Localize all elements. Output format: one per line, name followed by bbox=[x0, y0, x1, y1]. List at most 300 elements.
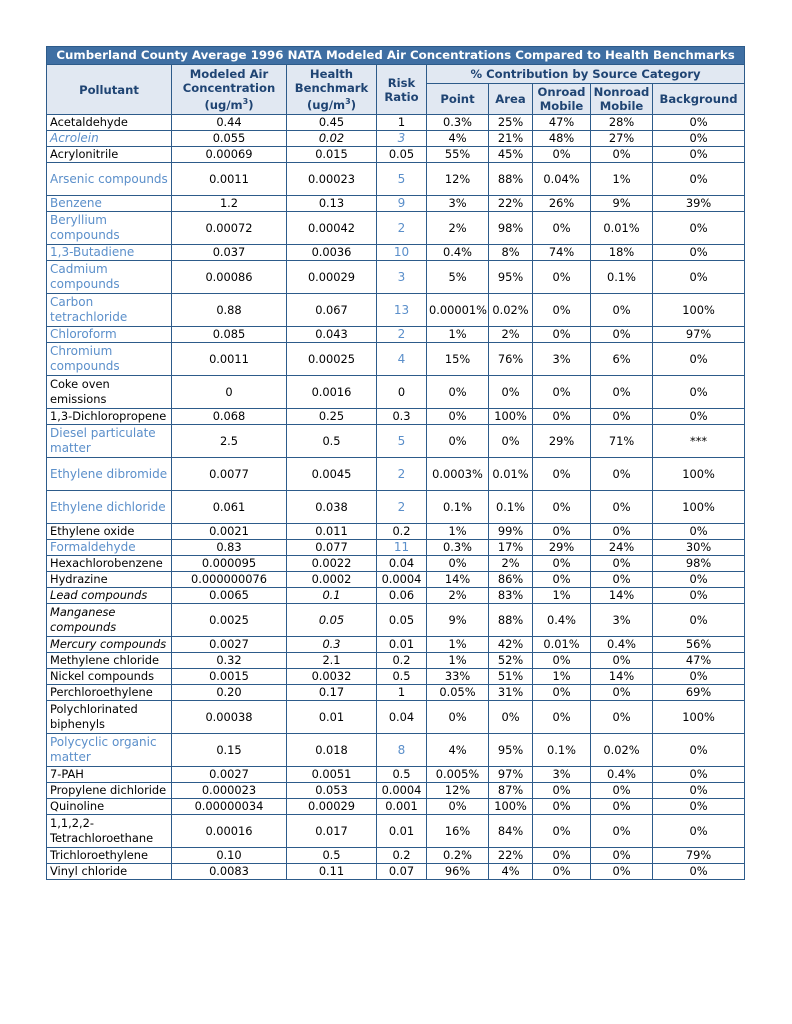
risk-ratio: 2 bbox=[377, 327, 427, 343]
background-percent: 0% bbox=[653, 245, 745, 261]
onroad-percent: 0% bbox=[533, 147, 591, 163]
area-percent: 42% bbox=[489, 637, 533, 653]
modeled-concentration: 0.055 bbox=[172, 131, 287, 147]
modeled-concentration: 0.20 bbox=[172, 685, 287, 701]
health-benchmark: 0.25 bbox=[287, 409, 377, 425]
point-percent: 0.3% bbox=[427, 115, 489, 131]
point-percent: 55% bbox=[427, 147, 489, 163]
pollutant-name: Arsenic compounds bbox=[47, 163, 172, 196]
nonroad-percent: 0% bbox=[591, 653, 653, 669]
header-modeled-concentration bbox=[172, 65, 287, 115]
pollutant-name: Chromium compounds bbox=[47, 343, 172, 376]
area-percent: 0% bbox=[489, 425, 533, 458]
table-row bbox=[47, 588, 745, 604]
risk-ratio: 1 bbox=[377, 685, 427, 701]
background-percent: 100% bbox=[653, 458, 745, 491]
risk-ratio: 3 bbox=[377, 131, 427, 147]
pollutant-name: Beryllium compounds bbox=[47, 212, 172, 245]
onroad-percent: 1% bbox=[533, 669, 591, 685]
area-percent: 0.01% bbox=[489, 458, 533, 491]
risk-ratio: 0 bbox=[377, 376, 427, 409]
health-benchmark: 0.0051 bbox=[287, 767, 377, 783]
modeled-concentration: 0.0027 bbox=[172, 767, 287, 783]
area-percent: 86% bbox=[489, 572, 533, 588]
header-benchmark-tail: ) bbox=[350, 97, 357, 112]
health-benchmark: 0.018 bbox=[287, 734, 377, 767]
modeled-concentration: 0 bbox=[172, 376, 287, 409]
nonroad-percent: 0% bbox=[591, 799, 653, 815]
modeled-concentration: 2.5 bbox=[172, 425, 287, 458]
table-row bbox=[47, 425, 745, 458]
background-percent: 100% bbox=[653, 701, 745, 734]
point-percent: 0% bbox=[427, 409, 489, 425]
table-row bbox=[47, 458, 745, 491]
nonroad-percent: 0% bbox=[591, 376, 653, 409]
modeled-concentration: 0.037 bbox=[172, 245, 287, 261]
nata-concentration-table bbox=[46, 46, 745, 880]
pollutant-name: 1,3-Dichloropropene bbox=[47, 409, 172, 425]
point-percent: 0% bbox=[427, 799, 489, 815]
area-percent: 21% bbox=[489, 131, 533, 147]
risk-ratio: 5 bbox=[377, 425, 427, 458]
modeled-concentration: 0.0083 bbox=[172, 864, 287, 880]
point-percent: 0% bbox=[427, 701, 489, 734]
nonroad-percent: 0% bbox=[591, 572, 653, 588]
table-row bbox=[47, 245, 745, 261]
health-benchmark: 0.5 bbox=[287, 848, 377, 864]
risk-ratio: 11 bbox=[377, 540, 427, 556]
risk-ratio: 3 bbox=[377, 261, 427, 294]
area-percent: 88% bbox=[489, 163, 533, 196]
table-row bbox=[47, 815, 745, 848]
health-benchmark: 0.02 bbox=[287, 131, 377, 147]
area-percent: 52% bbox=[489, 653, 533, 669]
nonroad-percent: 0% bbox=[591, 701, 653, 734]
modeled-concentration: 0.0065 bbox=[172, 588, 287, 604]
background-percent: 0% bbox=[653, 767, 745, 783]
nonroad-percent: 0% bbox=[591, 458, 653, 491]
onroad-percent: 0% bbox=[533, 685, 591, 701]
risk-ratio: 0.2 bbox=[377, 848, 427, 864]
background-percent: 0% bbox=[653, 115, 745, 131]
point-percent: 1% bbox=[427, 524, 489, 540]
table-row bbox=[47, 848, 745, 864]
health-benchmark: 0.0045 bbox=[287, 458, 377, 491]
point-percent: 12% bbox=[427, 163, 489, 196]
pollutant-name: Ethylene dibromide bbox=[47, 458, 172, 491]
nonroad-percent: 14% bbox=[591, 669, 653, 685]
table-row bbox=[47, 783, 745, 799]
point-percent: 0.4% bbox=[427, 245, 489, 261]
risk-ratio: 2 bbox=[377, 212, 427, 245]
pollutant-name: Diesel particulate matter bbox=[47, 425, 172, 458]
background-percent: 0% bbox=[653, 409, 745, 425]
point-percent: 14% bbox=[427, 572, 489, 588]
modeled-concentration: 0.10 bbox=[172, 848, 287, 864]
point-percent: 0.05% bbox=[427, 685, 489, 701]
risk-ratio: 0.5 bbox=[377, 767, 427, 783]
nonroad-percent: 3% bbox=[591, 604, 653, 637]
header-point: Point bbox=[427, 84, 489, 115]
nonroad-percent: 0% bbox=[591, 848, 653, 864]
nonroad-percent: 0.01% bbox=[591, 212, 653, 245]
pollutant-name: 1,3-Butadiene bbox=[47, 245, 172, 261]
onroad-percent: 0% bbox=[533, 701, 591, 734]
onroad-percent: 0% bbox=[533, 261, 591, 294]
background-percent: 79% bbox=[653, 848, 745, 864]
header-modeled-tail: ) bbox=[248, 97, 254, 112]
pollutant-name: Cadmium compounds bbox=[47, 261, 172, 294]
risk-ratio: 13 bbox=[377, 294, 427, 327]
onroad-percent: 0% bbox=[533, 524, 591, 540]
point-percent: 2% bbox=[427, 212, 489, 245]
area-percent: 2% bbox=[489, 556, 533, 572]
background-percent: 0% bbox=[653, 524, 745, 540]
onroad-percent: 0% bbox=[533, 294, 591, 327]
header-benchmark-cube: 3 bbox=[345, 97, 351, 107]
risk-ratio: 0.0004 bbox=[377, 572, 427, 588]
table-row bbox=[47, 604, 745, 637]
pollutant-name: Chloroform bbox=[47, 327, 172, 343]
background-percent: 0% bbox=[653, 147, 745, 163]
onroad-percent: 0% bbox=[533, 653, 591, 669]
table-row bbox=[47, 572, 745, 588]
background-percent: 39% bbox=[653, 196, 745, 212]
area-percent: 88% bbox=[489, 604, 533, 637]
health-benchmark: 0.01 bbox=[287, 701, 377, 734]
point-percent: 0% bbox=[427, 376, 489, 409]
health-benchmark: 0.053 bbox=[287, 783, 377, 799]
area-percent: 31% bbox=[489, 685, 533, 701]
area-percent: 51% bbox=[489, 669, 533, 685]
nonroad-percent: 28% bbox=[591, 115, 653, 131]
pollutant-name: Formaldehyde bbox=[47, 540, 172, 556]
point-percent: 0.3% bbox=[427, 540, 489, 556]
risk-ratio: 0.04 bbox=[377, 556, 427, 572]
table-row bbox=[47, 734, 745, 767]
risk-ratio: 0.3 bbox=[377, 409, 427, 425]
area-percent: 8% bbox=[489, 245, 533, 261]
modeled-concentration: 0.000023 bbox=[172, 783, 287, 799]
area-percent: 87% bbox=[489, 783, 533, 799]
risk-ratio: 0.05 bbox=[377, 147, 427, 163]
area-percent: 4% bbox=[489, 864, 533, 880]
nonroad-percent: 0% bbox=[591, 685, 653, 701]
modeled-concentration: 0.00069 bbox=[172, 147, 287, 163]
pollutant-name: Manganese compounds bbox=[47, 604, 172, 637]
table-row bbox=[47, 212, 745, 245]
area-percent: 17% bbox=[489, 540, 533, 556]
modeled-concentration: 0.00038 bbox=[172, 701, 287, 734]
table-row bbox=[47, 115, 745, 131]
area-percent: 0.1% bbox=[489, 491, 533, 524]
modeled-concentration: 0.0011 bbox=[172, 163, 287, 196]
health-benchmark: 0.017 bbox=[287, 815, 377, 848]
header-modeled-cube: 3 bbox=[242, 97, 249, 107]
point-percent: 96% bbox=[427, 864, 489, 880]
health-benchmark: 0.067 bbox=[287, 294, 377, 327]
risk-ratio: 4 bbox=[377, 343, 427, 376]
onroad-percent: 47% bbox=[533, 115, 591, 131]
area-percent: 22% bbox=[489, 196, 533, 212]
background-percent: 97% bbox=[653, 327, 745, 343]
modeled-concentration: 0.00016 bbox=[172, 815, 287, 848]
background-percent: 0% bbox=[653, 131, 745, 147]
nonroad-percent: 9% bbox=[591, 196, 653, 212]
modeled-concentration: 0.0015 bbox=[172, 669, 287, 685]
health-benchmark: 0.015 bbox=[287, 147, 377, 163]
health-benchmark: 0.11 bbox=[287, 864, 377, 880]
background-percent: 0% bbox=[653, 588, 745, 604]
modeled-concentration: 0.000095 bbox=[172, 556, 287, 572]
nonroad-percent: 0% bbox=[591, 524, 653, 540]
pollutant-name: Lead compounds bbox=[47, 588, 172, 604]
header-area: Area bbox=[489, 84, 533, 115]
point-percent: 0.005% bbox=[427, 767, 489, 783]
point-percent: 0.0003% bbox=[427, 458, 489, 491]
table-row bbox=[47, 864, 745, 880]
health-benchmark: 0.45 bbox=[287, 115, 377, 131]
area-percent: 98% bbox=[489, 212, 533, 245]
modeled-concentration: 0.44 bbox=[172, 115, 287, 131]
risk-ratio: 10 bbox=[377, 245, 427, 261]
onroad-percent: 3% bbox=[533, 343, 591, 376]
onroad-percent: 29% bbox=[533, 425, 591, 458]
onroad-percent: 0% bbox=[533, 491, 591, 524]
background-percent: 0% bbox=[653, 783, 745, 799]
modeled-concentration: 0.88 bbox=[172, 294, 287, 327]
background-percent: 0% bbox=[653, 212, 745, 245]
table-row bbox=[47, 685, 745, 701]
modeled-concentration: 0.0011 bbox=[172, 343, 287, 376]
point-percent: 16% bbox=[427, 815, 489, 848]
header-health-benchmark bbox=[287, 65, 377, 115]
onroad-percent: 0% bbox=[533, 783, 591, 799]
table-title: Cumberland County Average 1996 NATA Modeled Air Concentrations Compared to Health Benchmarks bbox=[47, 47, 745, 65]
pollutant-name: Mercury compounds bbox=[47, 637, 172, 653]
table-row bbox=[47, 343, 745, 376]
area-percent: 76% bbox=[489, 343, 533, 376]
background-percent: 30% bbox=[653, 540, 745, 556]
onroad-percent: 0% bbox=[533, 815, 591, 848]
onroad-percent: 29% bbox=[533, 540, 591, 556]
risk-ratio: 1 bbox=[377, 115, 427, 131]
risk-ratio: 0.5 bbox=[377, 669, 427, 685]
pollutant-name: Carbon tetrachloride bbox=[47, 294, 172, 327]
health-benchmark: 0.00029 bbox=[287, 799, 377, 815]
nonroad-percent: 0.4% bbox=[591, 637, 653, 653]
nonroad-percent: 0.1% bbox=[591, 261, 653, 294]
table-row bbox=[47, 261, 745, 294]
pollutant-name: Methylene chloride bbox=[47, 653, 172, 669]
point-percent: 0.2% bbox=[427, 848, 489, 864]
health-benchmark: 0.038 bbox=[287, 491, 377, 524]
header-background: Background bbox=[653, 84, 745, 115]
onroad-percent: 0% bbox=[533, 212, 591, 245]
onroad-percent: 0.1% bbox=[533, 734, 591, 767]
point-percent: 0% bbox=[427, 425, 489, 458]
risk-ratio: 0.2 bbox=[377, 524, 427, 540]
health-benchmark: 0.00025 bbox=[287, 343, 377, 376]
header-onroad-mobile: Onroad Mobile bbox=[533, 84, 591, 115]
pollutant-name: 1,1,2,2-Tetrachloroethane bbox=[47, 815, 172, 848]
risk-ratio: 0.01 bbox=[377, 637, 427, 653]
pollutant-name: Vinyl chloride bbox=[47, 864, 172, 880]
modeled-concentration: 0.068 bbox=[172, 409, 287, 425]
health-benchmark: 0.011 bbox=[287, 524, 377, 540]
pollutant-name: Hexachlorobenzene bbox=[47, 556, 172, 572]
health-benchmark: 0.5 bbox=[287, 425, 377, 458]
modeled-concentration: 0.15 bbox=[172, 734, 287, 767]
table-row bbox=[47, 637, 745, 653]
onroad-percent: 26% bbox=[533, 196, 591, 212]
health-benchmark: 0.1 bbox=[287, 588, 377, 604]
background-percent: 0% bbox=[653, 343, 745, 376]
risk-ratio: 5 bbox=[377, 163, 427, 196]
risk-ratio: 0.01 bbox=[377, 815, 427, 848]
pollutant-name: Polycyclic organic matter bbox=[47, 734, 172, 767]
pollutant-name: Hydrazine bbox=[47, 572, 172, 588]
area-percent: 95% bbox=[489, 261, 533, 294]
onroad-percent: 0% bbox=[533, 556, 591, 572]
area-percent: 2% bbox=[489, 327, 533, 343]
nonroad-percent: 0% bbox=[591, 294, 653, 327]
area-percent: 0% bbox=[489, 701, 533, 734]
onroad-percent: 74% bbox=[533, 245, 591, 261]
risk-ratio: 0.04 bbox=[377, 701, 427, 734]
pollutant-name: Acrylonitrile bbox=[47, 147, 172, 163]
health-benchmark: 0.00023 bbox=[287, 163, 377, 196]
area-percent: 84% bbox=[489, 815, 533, 848]
modeled-concentration: 0.0025 bbox=[172, 604, 287, 637]
modeled-concentration: 0.0077 bbox=[172, 458, 287, 491]
health-benchmark: 0.077 bbox=[287, 540, 377, 556]
point-percent: 0.00001% bbox=[427, 294, 489, 327]
table-row bbox=[47, 163, 745, 196]
table-row bbox=[47, 409, 745, 425]
table-row bbox=[47, 491, 745, 524]
header-source-contribution: % Contribution by Source Category bbox=[427, 65, 745, 84]
table-row bbox=[47, 653, 745, 669]
table-row bbox=[47, 376, 745, 409]
onroad-percent: 3% bbox=[533, 767, 591, 783]
risk-ratio: 2 bbox=[377, 458, 427, 491]
table-row bbox=[47, 556, 745, 572]
onroad-percent: 0% bbox=[533, 327, 591, 343]
background-percent: 0% bbox=[653, 734, 745, 767]
point-percent: 1% bbox=[427, 637, 489, 653]
table-row bbox=[47, 131, 745, 147]
nonroad-percent: 0% bbox=[591, 409, 653, 425]
health-benchmark: 0.13 bbox=[287, 196, 377, 212]
onroad-percent: 0% bbox=[533, 848, 591, 864]
background-percent: 47% bbox=[653, 653, 745, 669]
modeled-concentration: 0.32 bbox=[172, 653, 287, 669]
health-benchmark: 2.1 bbox=[287, 653, 377, 669]
onroad-percent: 0% bbox=[533, 572, 591, 588]
nonroad-percent: 1% bbox=[591, 163, 653, 196]
risk-ratio: 0.001 bbox=[377, 799, 427, 815]
table-row bbox=[47, 147, 745, 163]
health-benchmark: 0.043 bbox=[287, 327, 377, 343]
background-percent: 98% bbox=[653, 556, 745, 572]
nonroad-percent: 0% bbox=[591, 556, 653, 572]
nonroad-percent: 0% bbox=[591, 491, 653, 524]
risk-ratio: 0.05 bbox=[377, 604, 427, 637]
onroad-percent: 48% bbox=[533, 131, 591, 147]
point-percent: 4% bbox=[427, 131, 489, 147]
table-body bbox=[47, 115, 745, 880]
nonroad-percent: 0% bbox=[591, 815, 653, 848]
pollutant-name: Quinoline bbox=[47, 799, 172, 815]
modeled-concentration: 0.00086 bbox=[172, 261, 287, 294]
background-percent: 0% bbox=[653, 604, 745, 637]
health-benchmark: 0.17 bbox=[287, 685, 377, 701]
point-percent: 0.1% bbox=[427, 491, 489, 524]
background-percent: 0% bbox=[653, 799, 745, 815]
background-percent: 0% bbox=[653, 261, 745, 294]
nonroad-percent: 0% bbox=[591, 147, 653, 163]
health-benchmark: 0.0016 bbox=[287, 376, 377, 409]
area-percent: 100% bbox=[489, 799, 533, 815]
area-percent: 99% bbox=[489, 524, 533, 540]
point-percent: 3% bbox=[427, 196, 489, 212]
area-percent: 100% bbox=[489, 409, 533, 425]
background-percent: *** bbox=[653, 425, 745, 458]
modeled-concentration: 0.085 bbox=[172, 327, 287, 343]
health-benchmark: 0.0022 bbox=[287, 556, 377, 572]
table-row bbox=[47, 524, 745, 540]
area-percent: 25% bbox=[489, 115, 533, 131]
area-percent: 0.02% bbox=[489, 294, 533, 327]
header-pollutant: Pollutant bbox=[47, 65, 172, 115]
area-percent: 0% bbox=[489, 376, 533, 409]
pollutant-name: Nickel compounds bbox=[47, 669, 172, 685]
pollutant-name: Perchloroethylene bbox=[47, 685, 172, 701]
header-modeled-label: Modeled Air Concentration (ug/m bbox=[182, 67, 276, 112]
nonroad-percent: 18% bbox=[591, 245, 653, 261]
header-nonroad-mobile: Nonroad Mobile bbox=[591, 84, 653, 115]
area-percent: 83% bbox=[489, 588, 533, 604]
header-benchmark-label: Health Benchmark (ug/m bbox=[294, 67, 369, 112]
modeled-concentration: 0.0027 bbox=[172, 637, 287, 653]
background-percent: 56% bbox=[653, 637, 745, 653]
table-row bbox=[47, 327, 745, 343]
point-percent: 2% bbox=[427, 588, 489, 604]
point-percent: 1% bbox=[427, 653, 489, 669]
risk-ratio: 0.07 bbox=[377, 864, 427, 880]
nonroad-percent: 27% bbox=[591, 131, 653, 147]
point-percent: 9% bbox=[427, 604, 489, 637]
point-percent: 15% bbox=[427, 343, 489, 376]
header-risk-ratio: Risk Ratio bbox=[377, 65, 427, 115]
background-percent: 0% bbox=[653, 572, 745, 588]
table-row bbox=[47, 701, 745, 734]
health-benchmark: 0.05 bbox=[287, 604, 377, 637]
pollutant-name: Acetaldehyde bbox=[47, 115, 172, 131]
risk-ratio: 2 bbox=[377, 491, 427, 524]
modeled-concentration: 0.00000034 bbox=[172, 799, 287, 815]
onroad-percent: 0.01% bbox=[533, 637, 591, 653]
background-percent: 100% bbox=[653, 491, 745, 524]
nonroad-percent: 0.02% bbox=[591, 734, 653, 767]
risk-ratio: 0.0004 bbox=[377, 783, 427, 799]
modeled-concentration: 0.061 bbox=[172, 491, 287, 524]
point-percent: 1% bbox=[427, 327, 489, 343]
onroad-percent: 0% bbox=[533, 458, 591, 491]
table-row bbox=[47, 669, 745, 685]
table-row bbox=[47, 767, 745, 783]
